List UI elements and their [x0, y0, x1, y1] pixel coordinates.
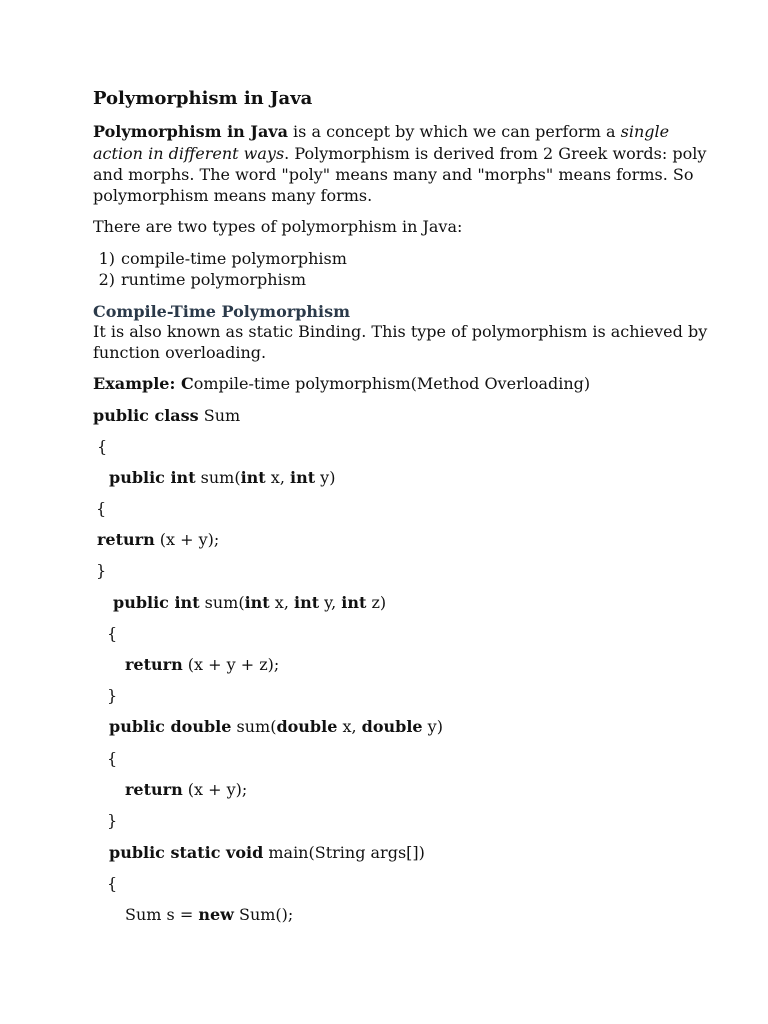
section-text-2: function overloading. — [93, 343, 267, 362]
intro-line-2: action in different ways. Polymorphism is derived from 2 Greek words: poly — [93, 144, 707, 163]
code-line: } — [107, 811, 118, 830]
code-line: } — [96, 561, 107, 580]
code-line: { — [97, 437, 108, 456]
list-item: 2) runtime polymorphism — [98, 270, 307, 289]
code-line: public class Sum — [93, 406, 241, 425]
code-line: { — [107, 624, 118, 643]
example-line: Example: Compile-time polymorphism(Method Overloading) — [93, 374, 591, 393]
code-line: { — [96, 499, 107, 518]
section-heading: Compile-Time Polymorphism — [93, 302, 351, 321]
code-line: return (x + y); — [97, 530, 220, 549]
intro-line-4: polymorphism means many forms. — [93, 186, 373, 205]
code-line: public int sum(int x, int y, int z) — [113, 593, 387, 612]
page-title: Polymorphism in Java — [93, 88, 313, 109]
intro-line-1: Polymorphism in Java is a concept by which we can perform a single — [93, 122, 670, 141]
code-line: public double sum(double x, double y) — [109, 717, 443, 736]
list-item: 1) compile-time polymorphism — [98, 249, 347, 268]
code-line: { — [107, 749, 118, 768]
code-line: Sum s = new Sum(); — [125, 905, 294, 924]
intro-bold-term: Polymorphism in Java — [93, 122, 288, 141]
example-label: Example: C — [93, 374, 194, 393]
code-line: return (x + y + z); — [125, 655, 280, 674]
intro-line-3: and morphs. The word "poly" means many and "morphs" means forms. So — [93, 165, 694, 184]
types-intro: There are two types of polymorphism in Java: — [93, 217, 463, 236]
code-line: { — [107, 874, 118, 893]
code-line: } — [107, 686, 118, 705]
code-line: return (x + y); — [125, 780, 248, 799]
code-line: public static void main(String args[]) — [109, 843, 425, 862]
code-line: public int sum(int x, int y) — [109, 468, 336, 487]
section-text-1: It is also known as static Binding. This type of polymorphism is achieved by — [93, 322, 708, 341]
